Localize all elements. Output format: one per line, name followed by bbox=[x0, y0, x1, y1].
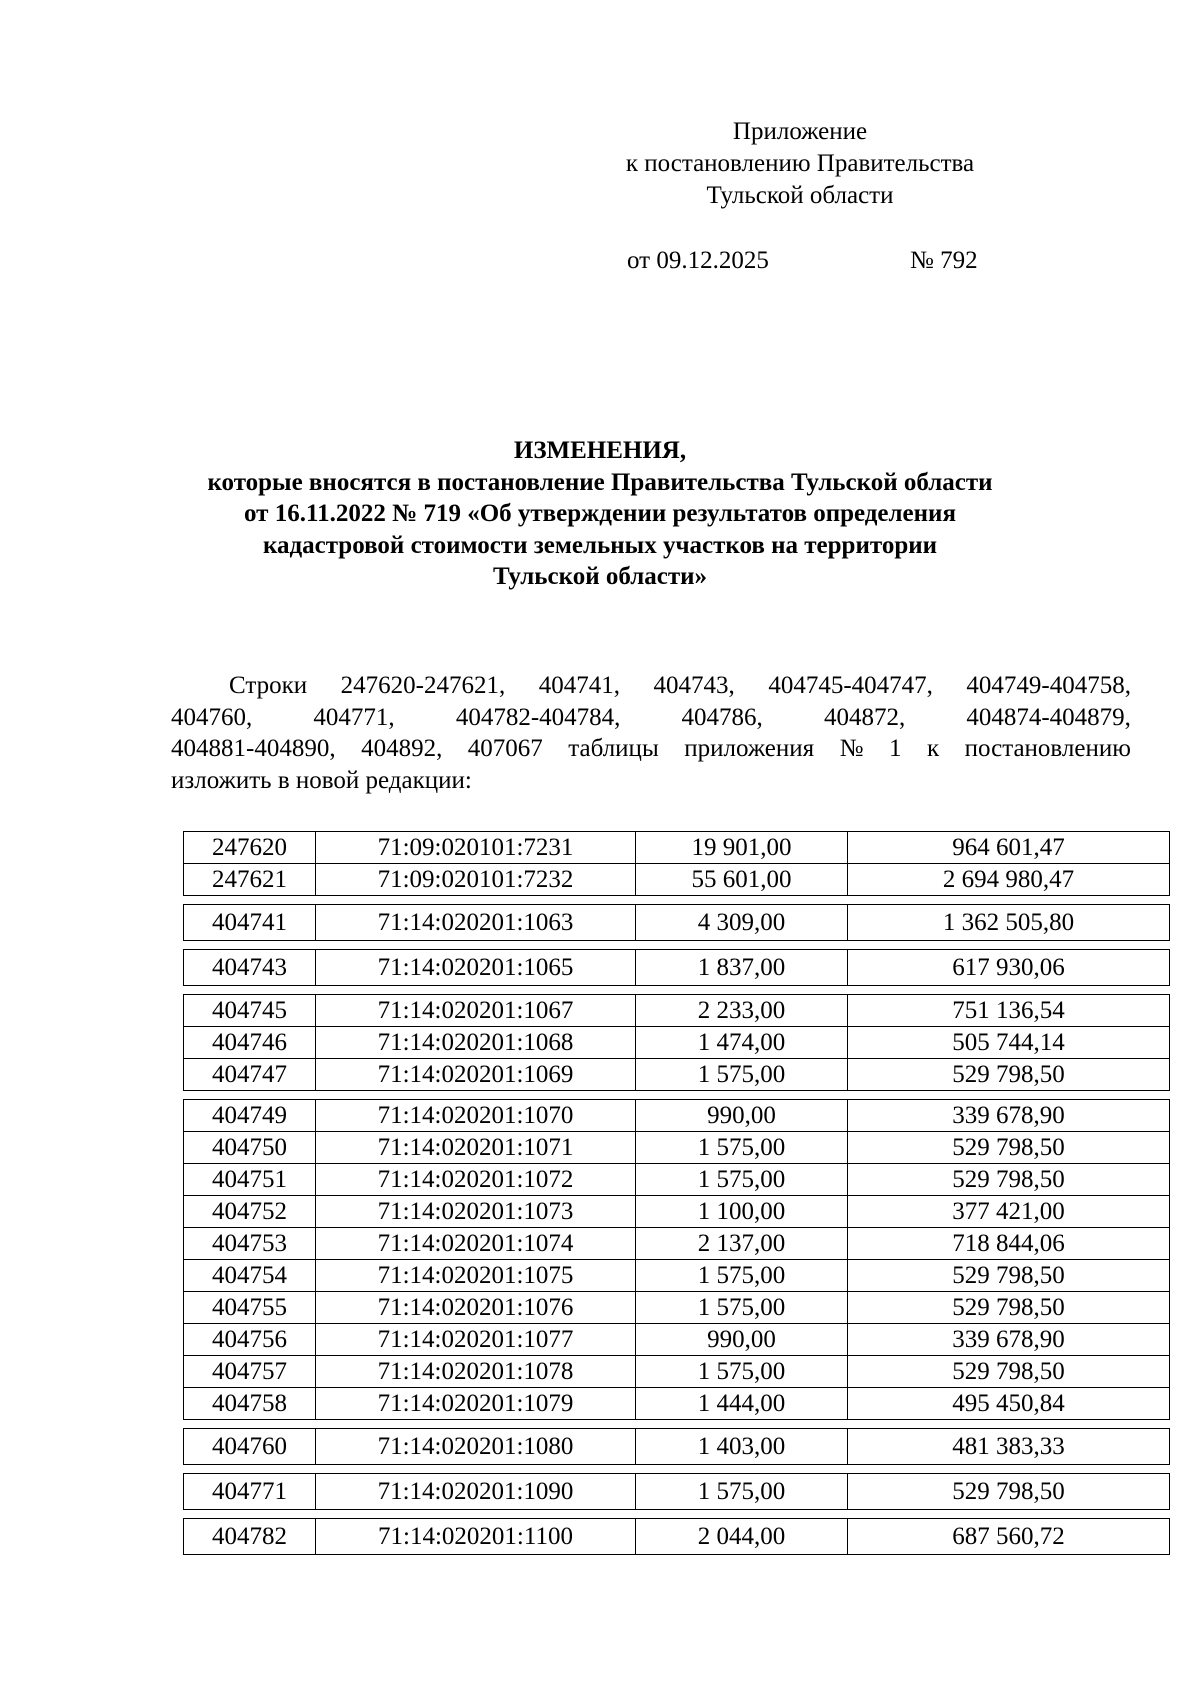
title-line: от 16.11.2022 № 719 «Об утверждении результатов определения bbox=[244, 500, 956, 527]
cadastral-value-cell: 529 798,50 bbox=[848, 1474, 1170, 1510]
intro-word: 404743, bbox=[653, 672, 735, 699]
row-number-cell: 404750 bbox=[184, 1132, 316, 1164]
row-number-cell: 404756 bbox=[184, 1324, 316, 1356]
appendix-to-resolution: к постановлению Правительства bbox=[625, 150, 975, 177]
table-row bbox=[184, 1429, 1170, 1465]
table-row bbox=[184, 1474, 1170, 1510]
cadastral-table-group bbox=[183, 1518, 1170, 1555]
cadastral-table-group bbox=[183, 949, 1170, 986]
intro-line-4: изложить в новой редакции: bbox=[171, 766, 472, 794]
row-number-cell: 404782 bbox=[184, 1519, 316, 1555]
row-number-cell: 404760 bbox=[184, 1429, 316, 1465]
cadastral-value-cell: 481 383,33 bbox=[848, 1429, 1170, 1465]
area-cell: 2 233,00 bbox=[636, 995, 848, 1027]
row-number-cell: 404752 bbox=[184, 1196, 316, 1228]
cadastral-table-group bbox=[183, 1099, 1170, 1420]
intro-word: 407067 bbox=[467, 735, 543, 762]
row-number-cell: 404758 bbox=[184, 1388, 316, 1420]
row-number-cell: 404745 bbox=[184, 995, 316, 1027]
area-cell: 2 044,00 bbox=[636, 1519, 848, 1555]
table-row bbox=[184, 1196, 1170, 1228]
area-cell: 1 403,00 bbox=[636, 1429, 848, 1465]
cadastral-number-cell: 71:14:020201:1073 bbox=[316, 1196, 636, 1228]
appendix-header bbox=[580, 116, 1020, 212]
intro-word: 404749-404758, bbox=[966, 672, 1131, 699]
cadastral-value-cell: 529 798,50 bbox=[848, 1164, 1170, 1196]
appendix-region: Тульской области bbox=[706, 182, 894, 209]
row-number-cell: 404771 bbox=[184, 1474, 316, 1510]
title-line: кадастровой стоимости земельных участков на территории bbox=[262, 531, 938, 559]
row-number-cell: 404746 bbox=[184, 1027, 316, 1059]
table-row bbox=[184, 1324, 1170, 1356]
cadastral-number-cell: 71:14:020201:1072 bbox=[316, 1164, 636, 1196]
table-row bbox=[184, 950, 1170, 986]
intro-word: 404741, bbox=[538, 672, 620, 699]
cadastral-value-cell: 529 798,50 bbox=[848, 1260, 1170, 1292]
intro-line-1 bbox=[171, 670, 1131, 702]
resolution-date: от 09.12.2025 bbox=[627, 247, 769, 274]
cadastral-number-cell: 71:09:020101:7232 bbox=[316, 864, 636, 896]
area-cell: 1 444,00 bbox=[636, 1388, 848, 1420]
document-title bbox=[150, 435, 1050, 593]
cadastral-value-cell: 339 678,90 bbox=[848, 1324, 1170, 1356]
table-row bbox=[184, 1388, 1170, 1420]
cadastral-value-cell: 529 798,50 bbox=[848, 1356, 1170, 1388]
intro-word: 404892, bbox=[361, 735, 443, 762]
intro-word: 404874-404879, bbox=[966, 703, 1131, 731]
row-number-cell: 404749 bbox=[184, 1100, 316, 1132]
cadastral-value-cell: 377 421,00 bbox=[848, 1196, 1170, 1228]
area-cell: 990,00 bbox=[636, 1100, 848, 1132]
cadastral-number-cell: 71:14:020201:1070 bbox=[316, 1100, 636, 1132]
cadastral-value-cell: 2 694 980,47 bbox=[848, 864, 1170, 896]
area-cell: 1 575,00 bbox=[636, 1260, 848, 1292]
cadastral-number-cell: 71:14:020201:1068 bbox=[316, 1027, 636, 1059]
area-cell: 1 575,00 bbox=[636, 1059, 848, 1091]
cadastral-number-cell: 71:14:020201:1079 bbox=[316, 1388, 636, 1420]
intro-word: 247620-247621, bbox=[340, 672, 506, 699]
table-row bbox=[184, 1132, 1170, 1164]
table-row bbox=[184, 995, 1170, 1027]
table-row bbox=[184, 1164, 1170, 1196]
cadastral-number-cell: 71:09:020101:7231 bbox=[316, 832, 636, 864]
cadastral-table-group bbox=[183, 1428, 1170, 1465]
table-row bbox=[184, 864, 1170, 896]
cadastral-number-cell: 71:14:020201:1065 bbox=[316, 950, 636, 986]
appendix-label: Приложение bbox=[732, 118, 868, 145]
cadastral-number-cell: 71:14:020201:1063 bbox=[316, 905, 636, 941]
intro-word: 404782-404784, bbox=[455, 703, 621, 731]
row-number-cell: 404743 bbox=[184, 950, 316, 986]
area-cell: 1 575,00 bbox=[636, 1292, 848, 1324]
cadastral-table-group bbox=[183, 994, 1170, 1091]
row-number-cell: 404753 bbox=[184, 1228, 316, 1260]
cadastral-value-cell: 718 844,06 bbox=[848, 1228, 1170, 1260]
intro-paragraph bbox=[171, 670, 1131, 796]
cadastral-value-cell: 339 678,90 bbox=[848, 1100, 1170, 1132]
row-number-cell: 404757 bbox=[184, 1356, 316, 1388]
cadastral-table-group bbox=[183, 904, 1170, 941]
intro-word: 404745-404747, bbox=[768, 672, 933, 699]
area-cell: 1 575,00 bbox=[636, 1474, 848, 1510]
row-number-cell: 404747 bbox=[184, 1059, 316, 1091]
cadastral-value-cell: 751 136,54 bbox=[848, 995, 1170, 1027]
table-row bbox=[184, 1100, 1170, 1132]
row-number-cell: 404751 bbox=[184, 1164, 316, 1196]
intro-line-3 bbox=[171, 733, 1131, 765]
row-number-cell: 404755 bbox=[184, 1292, 316, 1324]
intro-word: 404872, bbox=[823, 703, 906, 731]
table-row bbox=[184, 905, 1170, 941]
intro-word: 404881-404890, bbox=[171, 735, 336, 762]
intro-word: Строки bbox=[229, 672, 308, 699]
table-row bbox=[184, 1228, 1170, 1260]
cadastral-value-cell: 529 798,50 bbox=[848, 1059, 1170, 1091]
area-cell: 1 575,00 bbox=[636, 1132, 848, 1164]
table-row bbox=[184, 832, 1170, 864]
cadastral-number-cell: 71:14:020201:1069 bbox=[316, 1059, 636, 1091]
cadastral-number-cell: 71:14:020201:1078 bbox=[316, 1356, 636, 1388]
title-heading: ИЗМЕНЕНИЯ, bbox=[513, 437, 687, 464]
cadastral-value-cell: 617 930,06 bbox=[848, 950, 1170, 986]
row-number-cell: 404754 bbox=[184, 1260, 316, 1292]
area-cell: 1 100,00 bbox=[636, 1196, 848, 1228]
area-cell: 1 837,00 bbox=[636, 950, 848, 986]
intro-word: постановлению bbox=[964, 735, 1131, 762]
intro-word: 404760, bbox=[171, 703, 253, 731]
cadastral-value-cell: 505 744,14 bbox=[848, 1027, 1170, 1059]
table-row bbox=[184, 1519, 1170, 1555]
cadastral-table-group bbox=[183, 831, 1170, 896]
area-cell: 4 309,00 bbox=[636, 905, 848, 941]
area-cell: 1 575,00 bbox=[636, 1164, 848, 1196]
cadastral-number-cell: 71:14:020201:1077 bbox=[316, 1324, 636, 1356]
cadastral-number-cell: 71:14:020201:1100 bbox=[316, 1519, 636, 1555]
intro-word: № bbox=[839, 735, 864, 762]
intro-word: таблицы bbox=[568, 735, 659, 762]
area-cell: 990,00 bbox=[636, 1324, 848, 1356]
area-cell: 19 901,00 bbox=[636, 832, 848, 864]
cadastral-value-cell: 1 362 505,80 bbox=[848, 905, 1170, 941]
cadastral-number-cell: 71:14:020201:1071 bbox=[316, 1132, 636, 1164]
table-row bbox=[184, 1059, 1170, 1091]
cadastral-value-cell: 529 798,50 bbox=[848, 1132, 1170, 1164]
table-row bbox=[184, 1260, 1170, 1292]
title-line: Тульской области» bbox=[492, 563, 708, 590]
intro-word: приложения bbox=[684, 735, 815, 762]
intro-word: 1 bbox=[888, 735, 902, 762]
row-number-cell: 247620 bbox=[184, 832, 316, 864]
title-line: которые вносятся в постановление Правительства Тульской области bbox=[207, 468, 993, 496]
cadastral-number-cell: 71:14:020201:1090 bbox=[316, 1474, 636, 1510]
area-cell: 1 575,00 bbox=[636, 1356, 848, 1388]
table-row bbox=[184, 1027, 1170, 1059]
cadastral-number-cell: 71:14:020201:1074 bbox=[316, 1228, 636, 1260]
intro-line-2 bbox=[171, 702, 1131, 734]
row-number-cell: 247621 bbox=[184, 864, 316, 896]
resolution-number: № 792 bbox=[910, 247, 978, 274]
table-row bbox=[184, 1292, 1170, 1324]
cadastral-value-cell: 495 450,84 bbox=[848, 1388, 1170, 1420]
row-number-cell: 404741 bbox=[184, 905, 316, 941]
area-cell: 1 474,00 bbox=[636, 1027, 848, 1059]
cadastral-tables bbox=[183, 831, 1169, 1563]
table-row bbox=[184, 1356, 1170, 1388]
cadastral-number-cell: 71:14:020201:1075 bbox=[316, 1260, 636, 1292]
cadastral-number-cell: 71:14:020201:1076 bbox=[316, 1292, 636, 1324]
cadastral-value-cell: 529 798,50 bbox=[848, 1292, 1170, 1324]
area-cell: 2 137,00 bbox=[636, 1228, 848, 1260]
intro-word: 404771, bbox=[313, 703, 395, 731]
cadastral-table-group bbox=[183, 1473, 1170, 1510]
intro-word: 404786, bbox=[681, 703, 763, 731]
cadastral-number-cell: 71:14:020201:1067 bbox=[316, 995, 636, 1027]
area-cell: 55 601,00 bbox=[636, 864, 848, 896]
cadastral-number-cell: 71:14:020201:1080 bbox=[316, 1429, 636, 1465]
intro-word: к bbox=[926, 735, 940, 762]
cadastral-value-cell: 964 601,47 bbox=[848, 832, 1170, 864]
cadastral-value-cell: 687 560,72 bbox=[848, 1519, 1170, 1555]
